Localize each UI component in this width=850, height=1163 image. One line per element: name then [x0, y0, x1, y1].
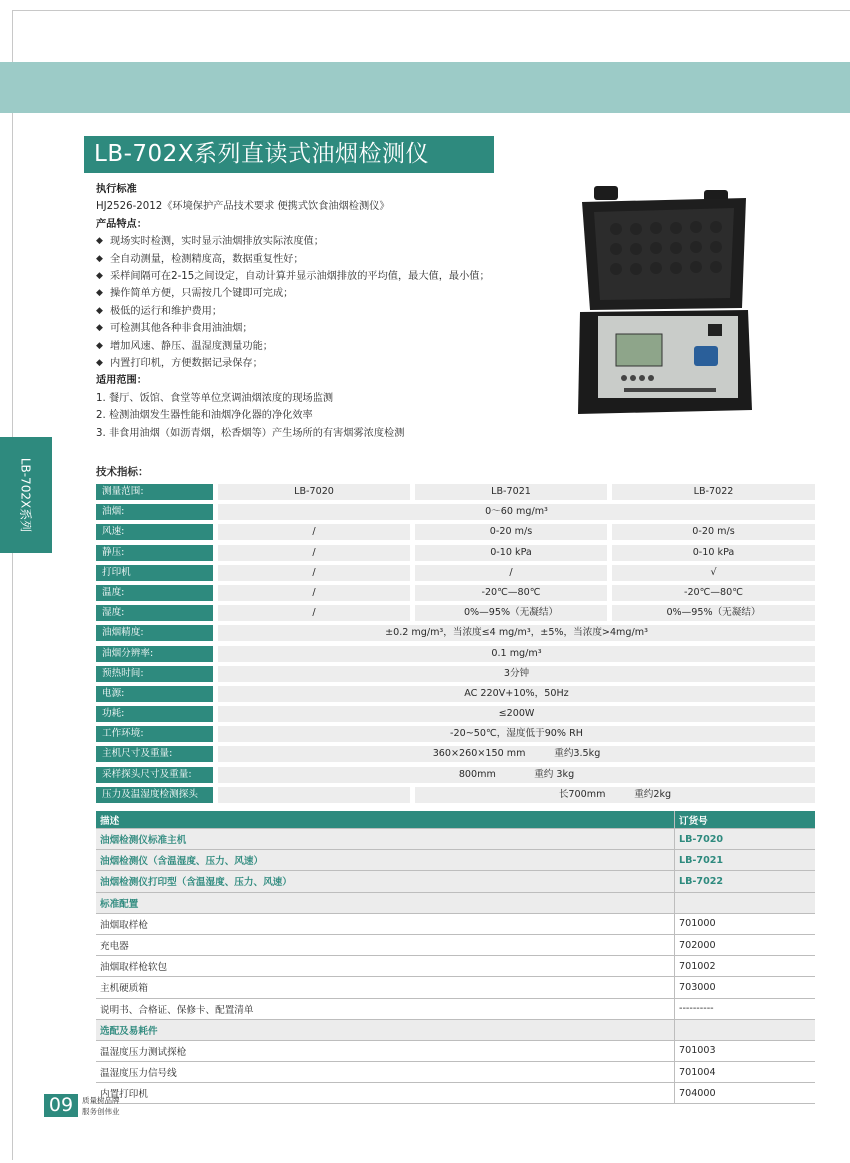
probe-port — [694, 346, 718, 366]
header-band — [0, 62, 850, 113]
spec-values — [218, 645, 815, 665]
scope-item: 1. 餐厅、饭馆、食堂等单位烹调油烟浓度的现场监测 — [96, 392, 334, 404]
spec-values — [218, 624, 815, 644]
spec-cell: 0%—95%（无凝结） — [415, 605, 607, 621]
table-row — [96, 956, 815, 977]
spec-row — [96, 564, 815, 584]
spec-label: 功耗: — [96, 706, 213, 722]
spec-heading: 技术指标： — [96, 466, 149, 478]
order-description: 内置打印机 — [96, 1083, 675, 1104]
spec-values — [218, 544, 815, 564]
order-number: 702000 — [675, 934, 816, 955]
spec-row — [96, 483, 815, 503]
spec-values — [218, 604, 815, 624]
spec-values — [218, 523, 815, 543]
spec-cell: / — [218, 545, 410, 561]
spec-cell: -20℃—80℃ — [612, 585, 815, 601]
device-photo — [576, 184, 752, 422]
spec-cell: LB-7022 — [612, 484, 815, 500]
spec-label: 压力及温湿度检测探头 — [96, 787, 213, 803]
spec-cell: / — [218, 605, 410, 621]
spec-label: 打印机 — [96, 565, 213, 581]
feature-item: ◆ 操作简单方便，只需按几个键即可完成； — [96, 285, 576, 302]
table-row — [96, 913, 815, 934]
scope-heading: 适用范围： — [96, 375, 147, 387]
spec-values — [218, 766, 815, 786]
standard-text: HJ2526-2012《环境保护产品技术要求 便携式饮食油烟检测仪》 — [96, 201, 390, 213]
spec-label: 静压: — [96, 545, 213, 561]
order-description: 温湿度压力信号线 — [96, 1062, 675, 1083]
spec-cell: / — [218, 565, 410, 581]
table-row — [96, 1019, 815, 1040]
slogan-line: 质量树品牌 — [82, 1096, 120, 1105]
spec-values — [218, 685, 815, 705]
spec-values — [218, 564, 815, 584]
order-number: 703000 — [675, 977, 816, 998]
spec-label: 油烟: — [96, 504, 213, 520]
spec-row — [96, 584, 815, 604]
power-socket — [708, 324, 722, 336]
table-row — [96, 892, 815, 913]
order-number: LB-7022 — [675, 871, 816, 892]
page-frame-left — [12, 10, 13, 1160]
feature-item: ◆ 全自动测量，检测精度高，数据重复性好； — [96, 251, 576, 268]
page-title: LB-702X系列直读式油烟检测仪 — [84, 136, 494, 173]
spec-values — [218, 705, 815, 725]
table-row — [96, 998, 815, 1019]
spec-values — [218, 786, 815, 806]
order-number: 701002 — [675, 956, 816, 977]
spec-label: 油烟分辨率: — [96, 646, 213, 662]
feature-item: ◆ 现场实时检测，实时显示油烟排放实际浓度值； — [96, 233, 576, 250]
order-header-row — [96, 811, 815, 829]
feature-item: ◆ 增加风速、静压、温湿度测量功能； — [96, 338, 576, 355]
case-handle-left — [594, 186, 618, 200]
order-header-cell: 订货号 — [675, 811, 816, 829]
spec-cell: √ — [612, 565, 815, 581]
spec-cell: AC 220V+10%，50Hz — [218, 686, 815, 702]
feature-item: ◆ 可检测其他各种非食用油油烟； — [96, 320, 576, 337]
spec-cell: ±0.2 mg/m³，当浓度≤4 mg/m³，±5%，当浓度>4mg/m³ — [218, 625, 815, 641]
order-number: LB-7021 — [675, 850, 816, 871]
spec-row — [96, 645, 815, 665]
table-row — [96, 1062, 815, 1083]
table-row — [96, 1040, 815, 1061]
spec-label: 预热时间: — [96, 666, 213, 682]
spec-cell: LB-7021 — [415, 484, 607, 500]
spec-cell: ≤200W — [218, 706, 815, 722]
order-description: 主机硬质箱 — [96, 977, 675, 998]
spec-cell: 0-10 kPa — [612, 545, 815, 561]
spec-cell: 3分钟 — [218, 666, 815, 682]
order-table — [96, 811, 815, 1104]
order-description: 选配及易耗件 — [96, 1019, 675, 1040]
spec-cell: 800mm 重约 3kg — [218, 767, 815, 783]
table-row — [96, 871, 815, 892]
spec-label: 电源: — [96, 686, 213, 702]
side-tab-label: LB-702X系列 — [18, 457, 33, 533]
spec-values — [218, 503, 815, 523]
spec-label: 工作环境: — [96, 726, 213, 742]
spec-row — [96, 624, 815, 644]
feature-item: ◆ 极低的运行和维护费用； — [96, 303, 576, 320]
spec-label: 风速: — [96, 524, 213, 540]
spec-cell: 360×260×150 mm 重约3.5kg — [218, 746, 815, 762]
spec-label: 湿度: — [96, 605, 213, 621]
spec-cell: 长700mm 重约2kg — [415, 787, 815, 803]
spec-row — [96, 685, 815, 705]
table-row — [96, 829, 815, 850]
spec-label: 测量范围: — [96, 484, 213, 500]
intro-section — [96, 181, 576, 442]
order-description: 油烟检测仪（含温湿度、压力、风速） — [96, 850, 675, 871]
order-number: 704000 — [675, 1083, 816, 1104]
spec-cell: 0-20 m/s — [612, 524, 815, 540]
order-number: 701000 — [675, 913, 816, 934]
page-frame-top — [12, 10, 850, 11]
order-description: 油烟取样枪 — [96, 913, 675, 934]
features-heading: 产品特点： — [96, 218, 147, 230]
spec-values — [218, 665, 815, 685]
spec-row — [96, 766, 815, 786]
order-description: 温湿度压力测试探枪 — [96, 1040, 675, 1061]
slogan-line: 服务创伟业 — [82, 1107, 120, 1116]
spec-row — [96, 604, 815, 624]
order-description: 说明书、合格证、保修卡、配置清单 — [96, 998, 675, 1019]
table-row — [96, 977, 815, 998]
page-number: 09 — [44, 1094, 78, 1117]
spec-row — [96, 544, 815, 564]
spec-cell: / — [218, 585, 410, 601]
order-description: 油烟检测仪标准主机 — [96, 829, 675, 850]
spec-label: 油烟精度: — [96, 625, 213, 641]
spec-row — [96, 665, 815, 685]
spec-values — [218, 745, 815, 765]
spec-cell: 0%—95%（无凝结） — [612, 605, 815, 621]
spec-cell: -20~50℃，湿度低于90% RH — [218, 726, 815, 742]
order-description: 充电器 — [96, 934, 675, 955]
table-row — [96, 1083, 815, 1104]
spec-label: 温度: — [96, 585, 213, 601]
order-number: 701004 — [675, 1062, 816, 1083]
spec-table — [96, 483, 815, 806]
spec-row — [96, 725, 815, 745]
spec-cell: 0-10 kPa — [415, 545, 607, 561]
order-number: 701003 — [675, 1040, 816, 1061]
table-row — [96, 850, 815, 871]
footer-slogan — [82, 1095, 120, 1117]
order-description: 油烟取样枪软包 — [96, 956, 675, 977]
order-number — [675, 892, 816, 913]
spec-cell-empty — [218, 787, 410, 803]
lcd-screen — [616, 334, 662, 366]
spec-cell: 0～60 mg/m³ — [218, 504, 815, 520]
spec-row — [96, 705, 815, 725]
spec-cell: 0.1 mg/m³ — [218, 646, 815, 662]
order-description: 标准配置 — [96, 892, 675, 913]
spec-row — [96, 745, 815, 765]
scope-item: 2. 检测油烟发生器性能和油烟净化器的净化效率 — [96, 410, 313, 422]
spec-cell: / — [415, 565, 607, 581]
spec-row — [96, 523, 815, 543]
spec-row — [96, 503, 815, 523]
spec-cell: LB-7020 — [218, 484, 410, 500]
order-number: LB-7020 — [675, 829, 816, 850]
feature-item: ◆ 采样间隔可在2-15之间设定，自动计算并显示油烟排放的平均值，最大值，最小值； — [96, 268, 576, 285]
spec-cell: / — [218, 524, 410, 540]
scope-item: 3. 非食用油烟（如沥青烟，松香烟等）产生场所的有害烟雾浓度检测 — [96, 427, 405, 439]
spec-values — [218, 483, 815, 503]
order-header-cell: 描述 — [96, 811, 675, 829]
spec-label: 主机尺寸及重量: — [96, 746, 213, 762]
table-row — [96, 934, 815, 955]
spec-row — [96, 786, 815, 806]
order-number: ---------- — [675, 998, 816, 1019]
spec-values — [218, 584, 815, 604]
spec-values — [218, 725, 815, 745]
spec-cell: -20℃—80℃ — [415, 585, 607, 601]
spec-cell: 0-20 m/s — [415, 524, 607, 540]
feature-item: ◆ 内置打印机，方便数据记录保存； — [96, 355, 576, 372]
spec-label: 采样探头尺寸及重量: — [96, 767, 213, 783]
order-number — [675, 1019, 816, 1040]
panel-label — [624, 388, 716, 392]
standard-heading: 执行标准 — [96, 184, 137, 195]
order-description: 油烟检测仪打印型（含温湿度、压力、风速） — [96, 871, 675, 892]
side-tab — [0, 437, 52, 553]
